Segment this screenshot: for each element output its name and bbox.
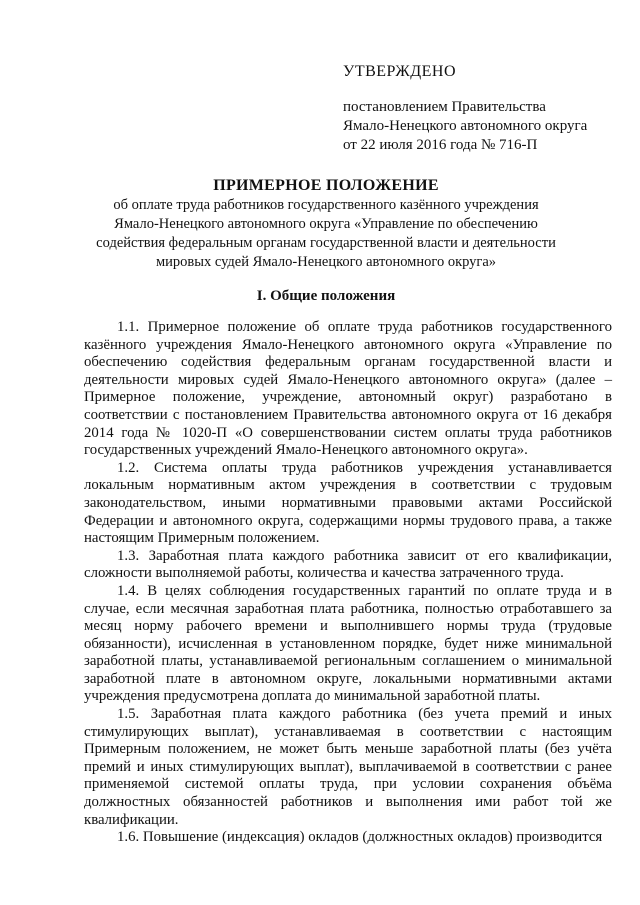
paragraph-1-2: 1.2. Система оплаты труда работников учреждения устанавливается локальным нормативным актом учреждения в соответствии с трудовым законодательством, иными нормативными правовыми актами Российской Федерации и автономного округа, содержащими нормы трудового права, а также настоящим Примерным положением. bbox=[84, 459, 612, 547]
document-title: ПРИМЕРНОЕ ПОЛОЖЕНИЕ bbox=[213, 177, 439, 194]
section-title: I. Общие положения bbox=[256, 288, 396, 304]
document-header bbox=[96, 176, 556, 272]
approval-block bbox=[343, 62, 633, 155]
approval-line-date: от 22 июля 2016 года № 716-П bbox=[343, 137, 538, 153]
paragraph-1-1: 1.1. Примерное положение об оплате труда работников государственного казённого учреждения Ямало-Ненецкого автономного округа «Управление по обеспечению содействия федеральным органам государственной власти и деятельности мировых судей Ямало-Ненецкого автономного округа» (далее – Примерное положение, учреждение, автономный округ) разработано в соответствии с постановлением Правительства автономного округа от 16 декабря 2014 года № 1020-П «О совершенствовании систем оплаты труда работников государственных учреждений Ямало-Ненецкого автономного округа». bbox=[84, 319, 612, 459]
paragraph-1-3: 1.3. Заработная плата каждого работника зависит от его квалификации, сложности выполняемой работы, количества и качества затраченного труда. bbox=[84, 547, 612, 582]
paragraph-1-5: 1.5. Заработная плата каждого работника (без учета премий и иных стимулирующих выплат), устанавливаемая в соответствии с настоящим Примерным положением, не может быть меньше заработной платы (без учёта премий и иных стимулирующих выплат), выплачиваемой в соответствии с ранее применяемой системой оплаты труда, при условии сохранения объёма должностных обязанностей работников и выполнения ими работ той же квалификации. bbox=[84, 706, 612, 828]
approval-title: УТВЕРЖДЕНО bbox=[343, 63, 457, 80]
paragraph-1-4: 1.4. В целях соблюдения государственных гарантий по оплате труда и в случае, если месячная заработная плата работника, полностью отработавшего за месяц норму рабочего времени и выполнившего нормы труда (трудовые обязанности), исчисленная в установленном порядке, будет ниже минимальной заработной платы, устанавливаемой региональным соглашением о минимальной заработной плате в автономном округе, локальными нормативными актами учреждения предусмотрена доплата до минимальной заработной платы. bbox=[84, 582, 612, 705]
approval-line-region: Ямало-Ненецкого автономного округа bbox=[343, 118, 588, 134]
approval-line-resolution: постановлением Правительства bbox=[343, 99, 546, 115]
paragraph-1-6: 1.6. Повышение (индексация) окладов (должностных окладов) производится bbox=[117, 829, 603, 846]
document-subtitle: об оплате труда работников государственного казённого учреждения Ямало-Ненецкого автономного округа «Управление по обеспечению содействия федеральным органам государственной власти и деятельности мировых судей Ямало-Ненецкого автономного округа» bbox=[96, 197, 556, 270]
document-body bbox=[84, 319, 612, 847]
